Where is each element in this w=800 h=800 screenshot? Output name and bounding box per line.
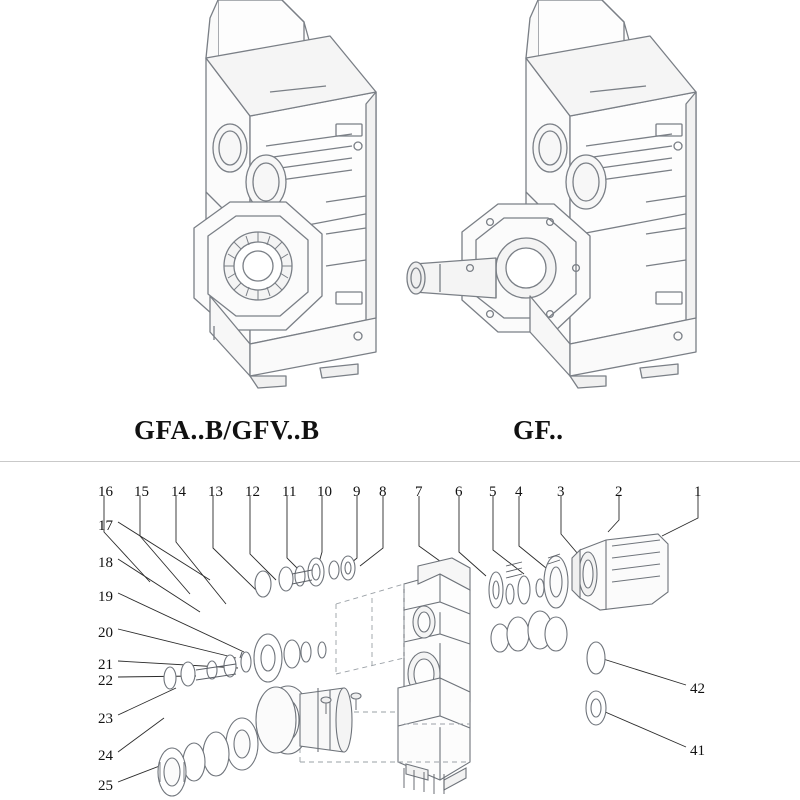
callout-21: 21 (98, 657, 113, 673)
callout-15: 15 (134, 484, 149, 500)
gearbox-illustration-right (400, 0, 720, 406)
callout-3: 3 (557, 484, 565, 500)
callout-20: 20 (98, 625, 113, 641)
callout-22: 22 (98, 673, 113, 689)
callout-2: 2 (615, 484, 623, 500)
exploded-parts-diagram (0, 462, 800, 800)
callout-13: 13 (208, 484, 223, 500)
callout-5: 5 (489, 484, 497, 500)
callout-19: 19 (98, 589, 113, 605)
callout-42: 42 (690, 681, 705, 697)
callout-9: 9 (353, 484, 361, 500)
callout-4: 4 (515, 484, 523, 500)
callout-7: 7 (415, 484, 423, 500)
callout-18: 18 (98, 555, 113, 571)
callout-17: 17 (98, 518, 113, 534)
callout-1: 1 (694, 484, 702, 500)
callout-25: 25 (98, 778, 113, 794)
callout-41: 41 (690, 743, 705, 759)
caption-unit-left: GFA..B/GFV..B (134, 415, 320, 445)
callout-12: 12 (245, 484, 260, 500)
callout-14: 14 (171, 484, 186, 500)
callout-16: 16 (98, 484, 113, 500)
callout-24: 24 (98, 748, 113, 764)
callout-8: 8 (379, 484, 387, 500)
gearbox-illustration-left (90, 0, 390, 406)
callout-10: 10 (317, 484, 332, 500)
callout-11: 11 (282, 484, 297, 500)
callout-6: 6 (455, 484, 463, 500)
callout-23: 23 (98, 711, 113, 727)
caption-unit-right: GF.. (513, 415, 564, 445)
